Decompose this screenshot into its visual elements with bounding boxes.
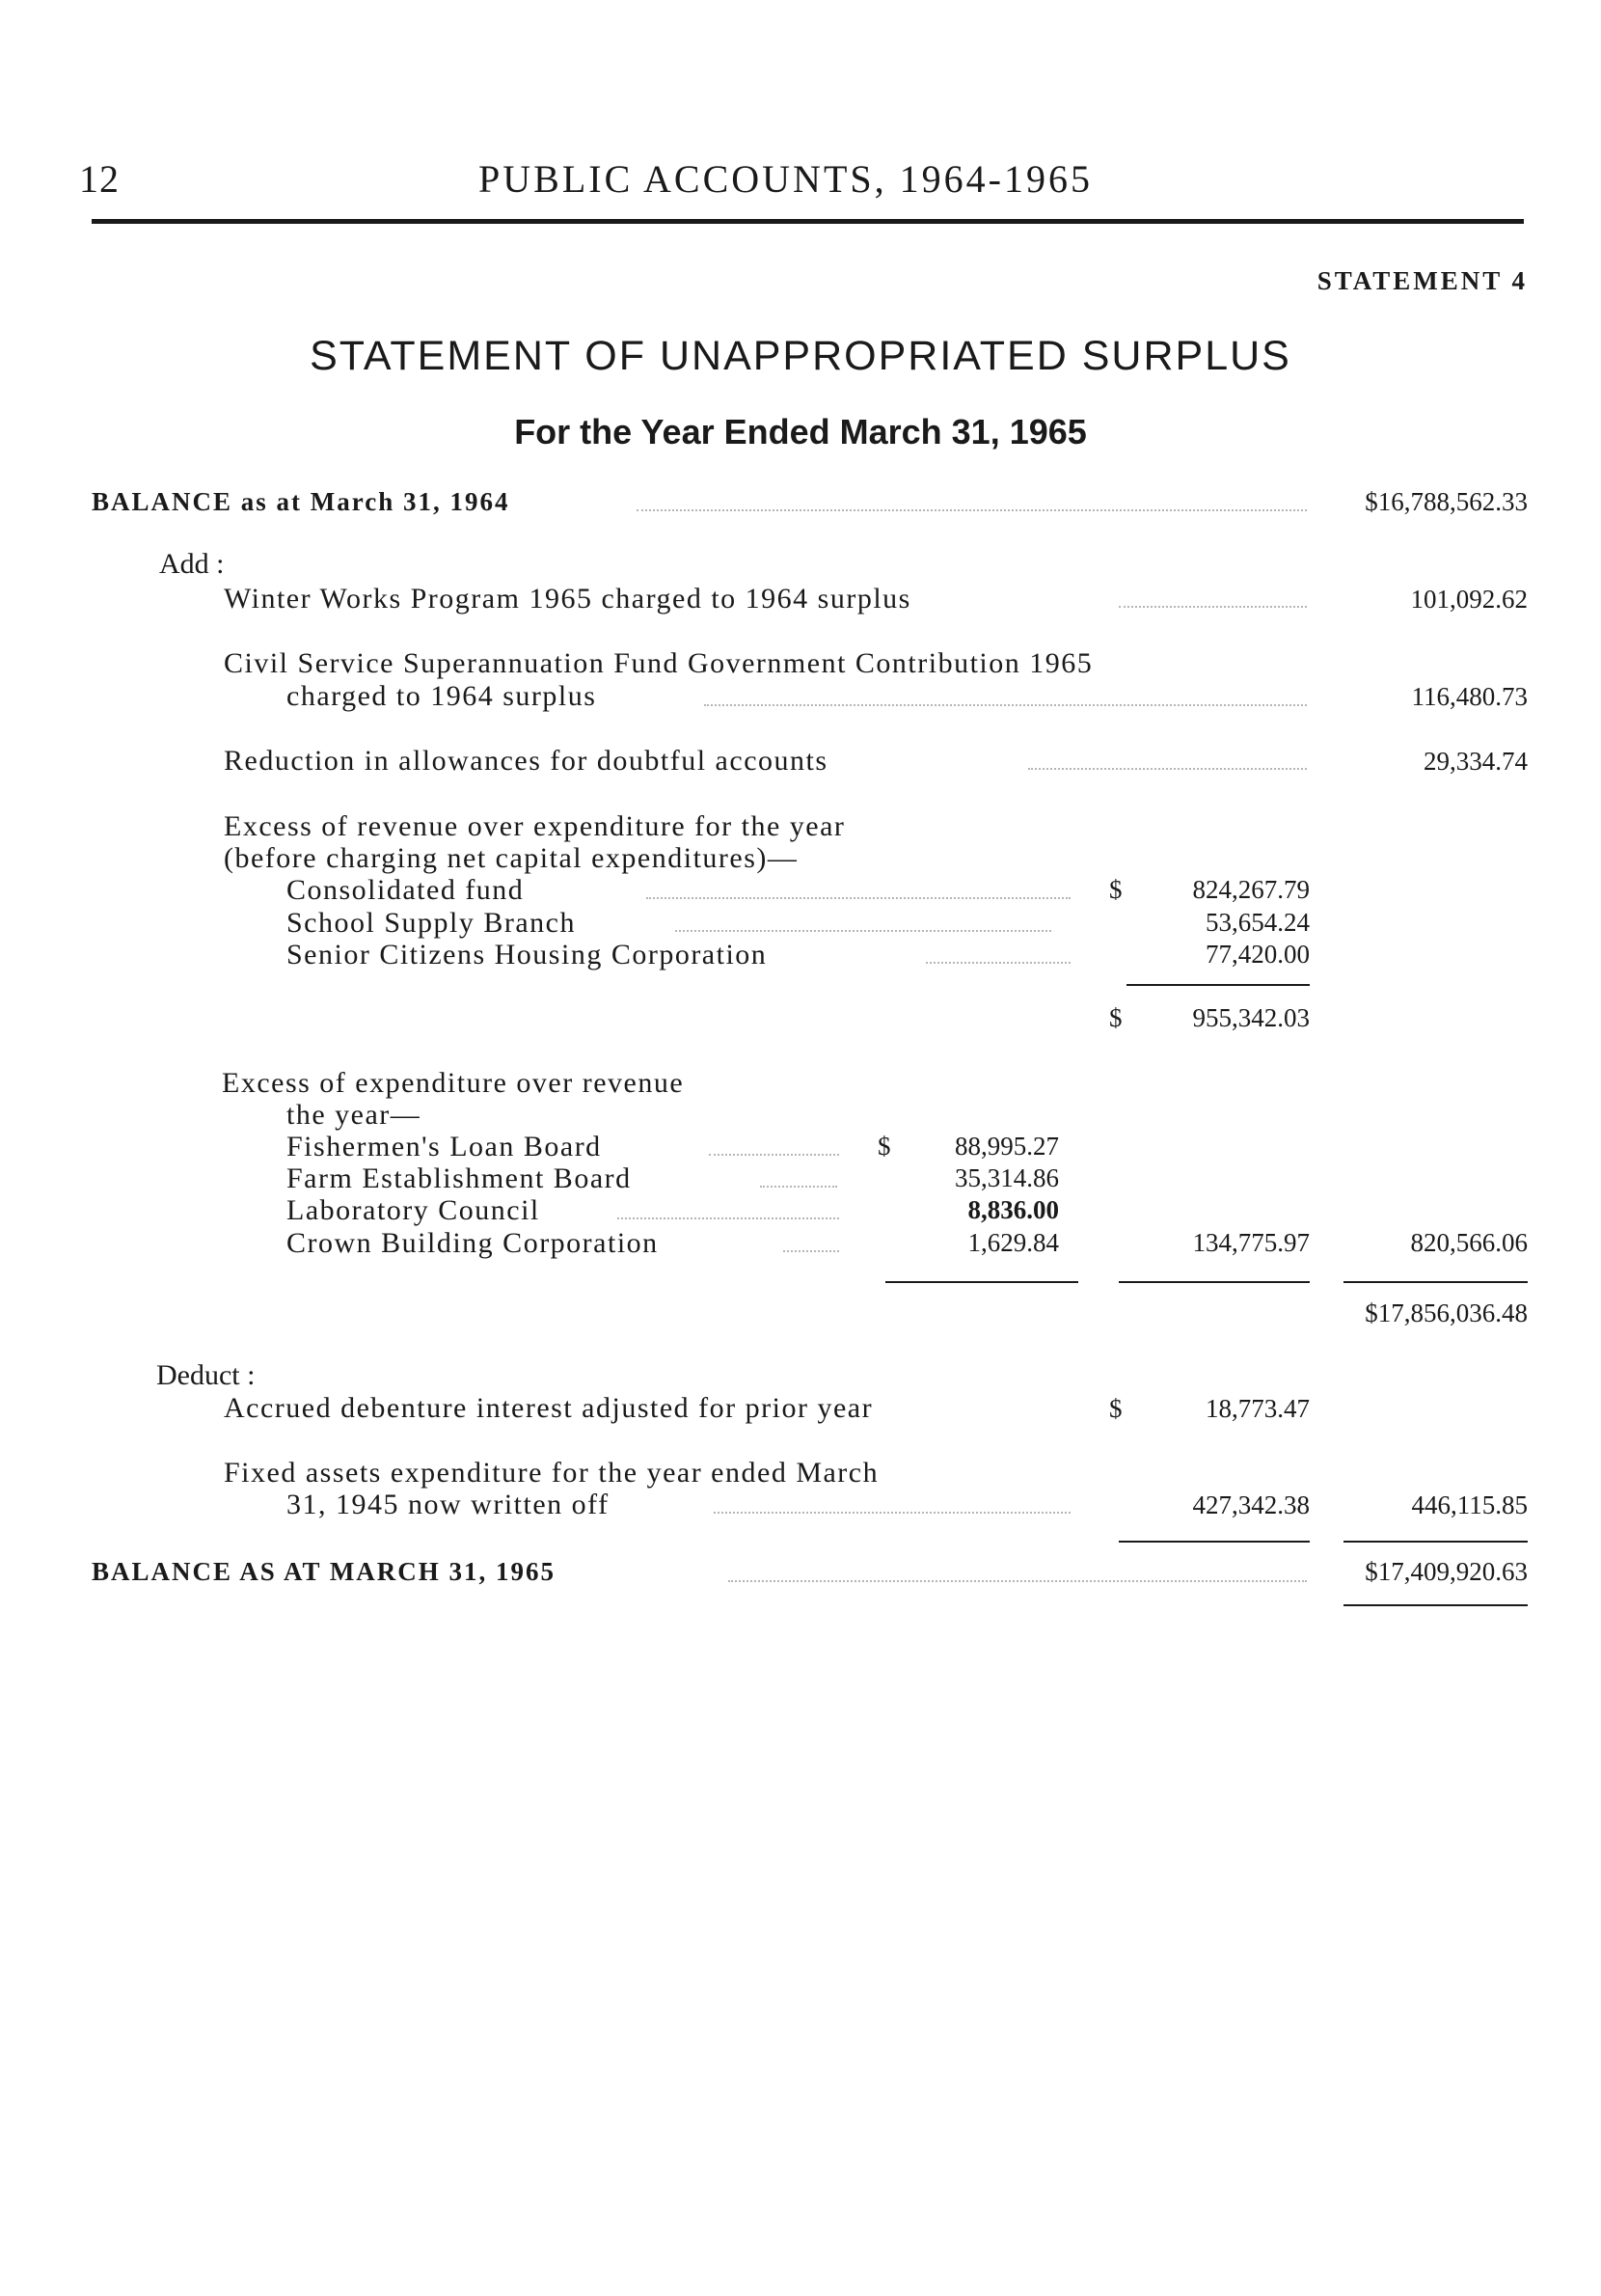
- closing-balance-amount: $17,409,920.63: [1365, 1557, 1528, 1586]
- excess-revenue-total: 955,342.03: [1192, 1003, 1310, 1032]
- leader-dots: [646, 897, 1071, 899]
- add-subtotal-amount: $17,856,036.48: [1365, 1298, 1528, 1327]
- leader-dots: [675, 930, 1051, 932]
- fixed-assets-line2: 31, 1945 now written off: [286, 1489, 610, 1520]
- running-title: PUBLIC ACCOUNTS, 1964-1965: [478, 157, 1093, 201]
- civil-service-line2: charged to 1964 surplus: [286, 680, 597, 712]
- statement-label: STATEMENT 4: [1316, 266, 1528, 295]
- accrued-interest-label: Accrued debenture interest adjusted for prior year: [224, 1392, 874, 1424]
- excess-expenditure-item-amount: 8,836.00: [967, 1195, 1059, 1224]
- dollar-sign: $: [878, 1132, 891, 1161]
- subtotal-rule: [1343, 1281, 1528, 1283]
- leader-dots: [728, 1580, 1307, 1582]
- doubtful-accounts-amount: 29,334.74: [1424, 747, 1528, 776]
- excess-revenue-item-label: Senior Citizens Housing Corporation: [286, 939, 768, 970]
- subtotal-rule: [885, 1281, 1078, 1283]
- excess-expenditure-line1: Excess of expenditure over revenue: [222, 1067, 685, 1099]
- opening-balance-amount: $16,788,562.33: [1365, 487, 1528, 516]
- leader-dots: [926, 962, 1071, 964]
- statement-title: STATEMENT OF UNAPPROPRIATED SURPLUS: [310, 333, 1291, 379]
- excess-expenditure-item-amount: 88,995.27: [955, 1132, 1059, 1161]
- opening-balance-label: BALANCE as at March 31, 1964: [92, 487, 510, 516]
- leader-dots: [714, 1512, 1071, 1514]
- excess-expenditure-item-label: Crown Building Corporation: [286, 1227, 659, 1259]
- leader-dots: [1028, 768, 1307, 770]
- page-number: 12: [79, 157, 120, 201]
- excess-expenditure-item-amount: 1,629.84: [967, 1228, 1059, 1257]
- leader-dots: [760, 1186, 837, 1188]
- excess-revenue-line1: Excess of revenue over expenditure for the year: [224, 810, 846, 842]
- closing-balance-label: BALANCE AS AT MARCH 31, 1965: [92, 1557, 556, 1586]
- civil-service-amount: 116,480.73: [1411, 682, 1528, 711]
- excess-revenue-item-amount: 824,267.79: [1192, 875, 1310, 904]
- excess-expenditure-item-label: Farm Establishment Board: [286, 1162, 632, 1194]
- leader-dots: [637, 509, 1307, 511]
- deduct-label: Deduct :: [156, 1359, 256, 1391]
- header-rule: [92, 219, 1524, 224]
- leader-dots: [617, 1217, 839, 1219]
- leader-dots: [1119, 606, 1307, 608]
- excess-revenue-line2: (before charging net capital expenditures)—: [224, 842, 799, 874]
- add-label: Add :: [159, 548, 225, 580]
- excess-revenue-item-label: Consolidated fund: [286, 874, 525, 906]
- excess-expenditure-item-label: Fishermen's Loan Board: [286, 1131, 602, 1162]
- dollar-sign: $: [1109, 875, 1123, 904]
- subtotal-rule: [1119, 1281, 1310, 1283]
- subtotal-rule: [1343, 1541, 1528, 1543]
- excess-revenue-item-label: School Supply Branch: [286, 907, 576, 939]
- subtotal-rule: [1119, 1541, 1310, 1543]
- closing-rule: [1343, 1604, 1528, 1606]
- subtotal-rule: [1126, 984, 1310, 986]
- excess-expenditure-item-label: Laboratory Council: [286, 1194, 540, 1226]
- civil-service-line1: Civil Service Superannuation Fund Government Contribution 1965: [224, 647, 1094, 679]
- excess-expenditure-total: 134,775.97: [1192, 1228, 1310, 1257]
- excess-net-amount: 820,566.06: [1410, 1228, 1528, 1257]
- excess-expenditure-line2: the year—: [286, 1099, 421, 1131]
- doubtful-accounts-label: Reduction in allowances for doubtful accounts: [224, 745, 828, 777]
- leader-dots: [704, 704, 1307, 706]
- fixed-assets-line1: Fixed assets expenditure for the year ended March: [224, 1457, 880, 1489]
- dollar-sign: $: [1109, 1394, 1123, 1423]
- dollar-sign: $: [1109, 1003, 1123, 1032]
- winter-works-label: Winter Works Program 1965 charged to 1964 surplus: [224, 583, 911, 615]
- leader-dots: [783, 1250, 839, 1252]
- winter-works-amount: 101,092.62: [1410, 585, 1528, 614]
- excess-revenue-item-amount: 77,420.00: [1206, 940, 1310, 969]
- excess-expenditure-item-amount: 35,314.86: [955, 1163, 1059, 1192]
- accrued-interest-amount: 18,773.47: [1206, 1394, 1310, 1423]
- deduct-total-amount: 446,115.85: [1411, 1490, 1528, 1519]
- fixed-assets-amount: 427,342.38: [1192, 1490, 1310, 1519]
- leader-dots: [709, 1154, 839, 1156]
- excess-revenue-item-amount: 53,654.24: [1206, 908, 1310, 937]
- statement-subtitle: For the Year Ended March 31, 1965: [514, 412, 1087, 451]
